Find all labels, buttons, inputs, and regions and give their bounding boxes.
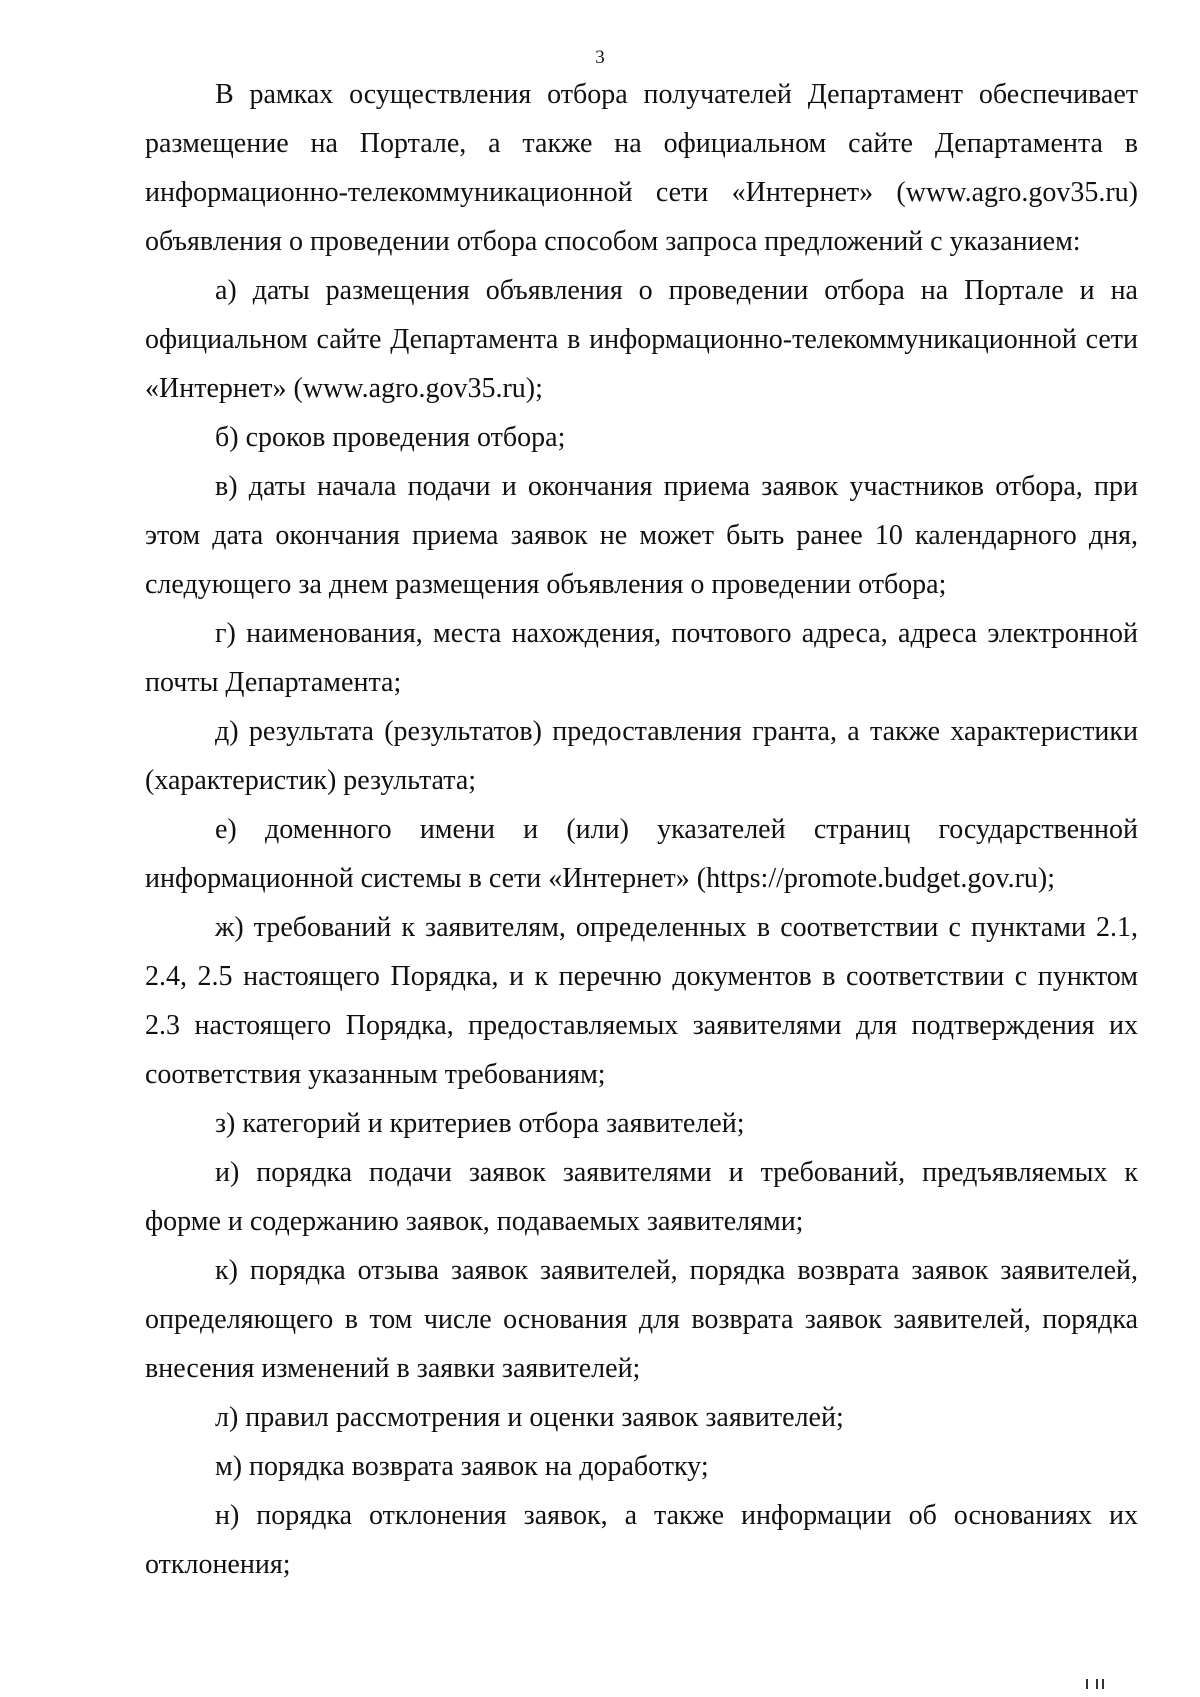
- list-item-e: е) доменного имени и (или) указателей страниц государственной информационной системы в сети «Интернет» (https://promote.budget.gov.ru);: [145, 814, 1138, 894]
- list-item-i: и) порядка подачи заявок заявителями и требований, предъявляемых к форме и содержанию заявок, подаваемых заявителями;: [145, 1157, 1138, 1237]
- list-item-zh: ж) требований к заявителям, определенных в соответствии с пунктами 2.1, 2.4, 2.5 настоящего Порядка, и к перечню документов в соответствии с пунктом 2.3 настоящего Порядка, предоставляемых заявителями для подтверждения их соответствия указанным требованиям;: [145, 912, 1138, 1090]
- list-item-m: м) порядка возврата заявок на доработку;: [215, 1451, 709, 1482]
- list-item-g: г) наименования, места нахождения, почтового адреса, адреса электронной почты Департамента;: [145, 618, 1138, 698]
- list-item-b: б) сроков проведения отбора;: [215, 422, 566, 453]
- intro-paragraph: В рамках осуществления отбора получателей Департамент обеспечивает размещение на Портале, а также на официальном сайте Департамента в информационно-телекоммуникационной сети «Интернет» (www.agro.gov35.ru) объявления о проведении отбора способом запроса предложений с указанием:: [145, 79, 1138, 257]
- document-body: [145, 70, 1138, 1589]
- list-item-a: а) даты размещения объявления о проведении отбора на Портале и на официальном сайте Департамента в информационно-телекоммуникационной сети «Интернет» (www.agro.gov35.ru);: [145, 275, 1138, 404]
- list-item-n: н) порядка отклонения заявок, а также информации об основаниях их отклонения;: [145, 1500, 1138, 1580]
- list-item-d: д) результата (результатов) предоставления гранта, а также характеристики (характеристик) результата;: [145, 716, 1138, 796]
- scan-artifact: [1084, 1679, 1110, 1689]
- page-number: 3: [595, 47, 605, 68]
- list-item-k: к) порядка отзыва заявок заявителей, порядка возврата заявок заявителей, определяющего в том числе основания для возврата заявок заявителей, порядка внесения изменений в заявки заявителей;: [145, 1255, 1138, 1384]
- list-item-z: з) категорий и критериев отбора заявителей;: [215, 1108, 745, 1139]
- list-item-v: в) даты начала подачи и окончания приема заявок участников отбора, при этом дата окончания приема заявок не может быть ранее 10 календарного дня, следующего за днем размещения объявления о проведении отбора;: [145, 471, 1138, 600]
- list-item-l: л) правил рассмотрения и оценки заявок заявителей;: [215, 1402, 844, 1433]
